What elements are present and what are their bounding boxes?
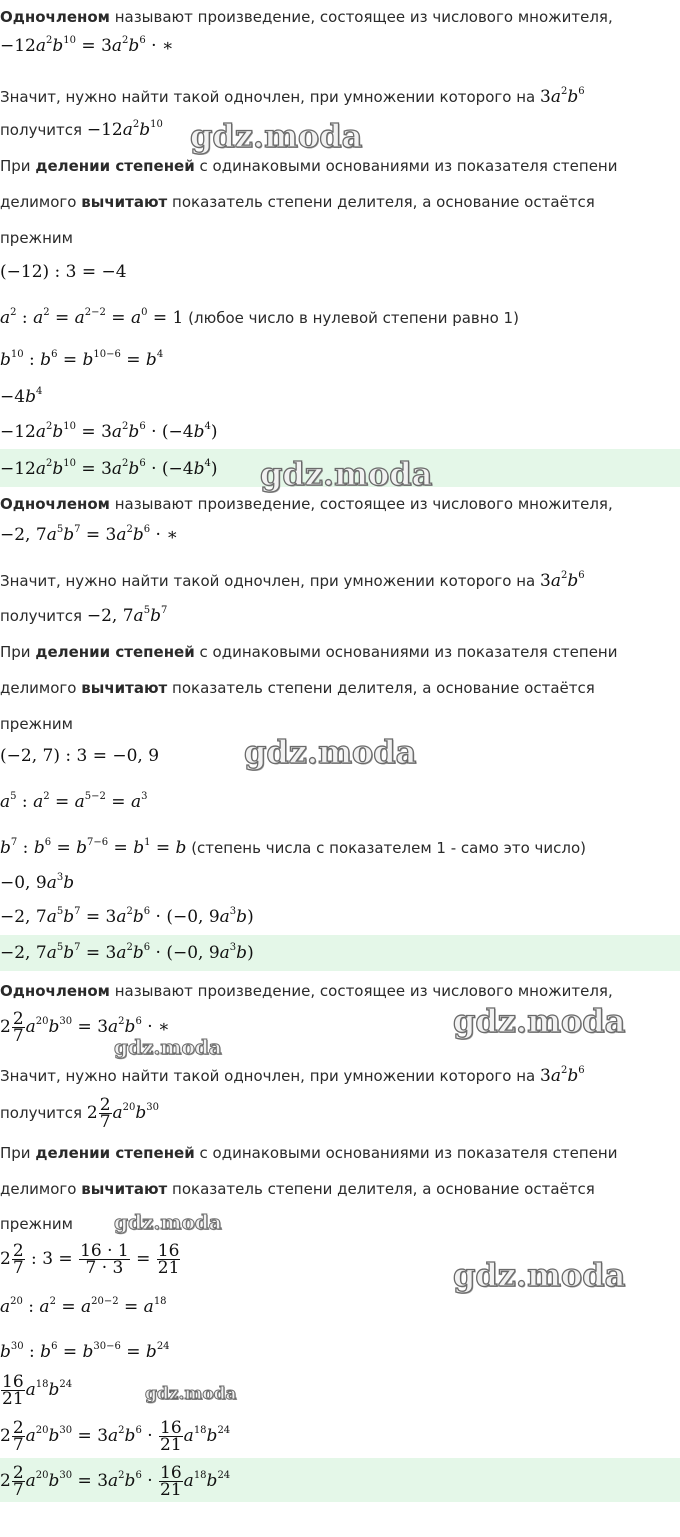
rule-line: При делении степеней с одинаковыми основаниями из показателя степени bbox=[0, 643, 618, 661]
result-line: получится $-12a^2b^{10}$ bbox=[0, 119, 163, 140]
step-coefficient: (−2, 7) : 3 = −0, 9 bbox=[0, 746, 160, 766]
watermark-logo: gdz.moda bbox=[114, 1210, 222, 1234]
definition-line: Одночленом называют произведение, состоящее из числового множителя, bbox=[0, 982, 613, 1000]
definition-line: Одночленом называют произведение, состоящее из числового множителя, bbox=[0, 8, 613, 26]
step-a: $a^{20}$ : $a^2 = a^{20-2} = a^{18}$ bbox=[0, 1296, 167, 1317]
rule-line: При делении степеней с одинаковыми основаниями из показателя степени bbox=[0, 1144, 618, 1162]
step-b: $b^7$ : $b^6 = b^{7-6} = b^1 = b$ (степень числа с показателем 1 - само это число) bbox=[0, 837, 586, 858]
search-line: Значит, нужно найти такой одночлен, при умножении которого на $3a^2b^6$ bbox=[0, 570, 585, 591]
equation: −2, $7a^5b^7 = 3a^2b^6 \cdot (-0$, $9a^3b$) bbox=[0, 906, 254, 927]
rule-line: При делении степеней с одинаковыми основаниями из показателя степени bbox=[0, 157, 618, 175]
watermark-logo: gdz.moda bbox=[145, 1384, 237, 1404]
monomial: $-4b^4$ bbox=[0, 386, 43, 407]
equation: $-12a^2b^{10} = 3a^2b^6 \cdot (-4b^4)$ bbox=[0, 421, 218, 442]
rule-line: прежним bbox=[0, 715, 73, 733]
search-line: Значит, нужно найти такой одночлен, при умножении которого на $3a^2b^6$ bbox=[0, 1065, 585, 1086]
definition-line: Одночленом называют произведение, состоящее из числового множителя, bbox=[0, 495, 613, 513]
step-coefficient: (−12) : 3 = −4 bbox=[0, 262, 127, 282]
equation: −2, $7a^5b^7 = 3a^2b^6$ · ∗ bbox=[0, 524, 178, 545]
equation: 2 $\frac{2}{7}$ $a^{20}b^{30} = 3a^2b^6$ · $\frac{16}{21}$ $a^{18}b^{24}$ bbox=[0, 1418, 231, 1455]
rule-line: прежним bbox=[0, 1215, 73, 1233]
answer: $-12a^2b^{10} = 3a^2b^6 \cdot (-4b^4)$ bbox=[0, 458, 218, 479]
answer: 2 $\frac{2}{7}$ $a^{20}b^{30} = 3a^2b^6$ · $\frac{16}{21}$ $a^{18}b^{24}$ bbox=[0, 1463, 231, 1500]
equation: 2 $\frac{2}{7}$ $a^{20}b^{30} = 3a^2b^6$ · ∗ bbox=[0, 1009, 170, 1046]
rule-line: прежним bbox=[0, 229, 73, 247]
watermark-logo: gdz.moda bbox=[260, 455, 433, 493]
watermark-logo: gdz.moda bbox=[190, 117, 363, 155]
step-a: $a^2$ : $a^2 = a^{2-2} = a^0 = 1$ (любое число в нулевой степени равно 1) bbox=[0, 307, 519, 328]
step-a: $a^5$ : $a^2 = a^{5-2} = a^3$ bbox=[0, 791, 148, 812]
watermark-logo: gdz.moda bbox=[453, 1002, 626, 1040]
monomial: $\frac{16}{21}$ $a^{18}b^{24}$ bbox=[2, 1372, 73, 1409]
search-line: Значит, нужно найти такой одночлен, при умножении которого на $3a^2b^6$ bbox=[0, 86, 585, 107]
rule-line: делимого вычитают показатель степени делителя, а основание остаётся bbox=[0, 1180, 595, 1198]
watermark-logo: gdz.moda bbox=[244, 733, 417, 771]
rule-line: делимого вычитают показатель степени делителя, а основание остаётся bbox=[0, 679, 595, 697]
watermark-logo: gdz.moda bbox=[114, 1035, 222, 1059]
step-coefficient: 2 $\frac{2}{7}$ : 3 = $\frac{16 \cdot 1}{7 \cdot 3}$ = $\frac{16}{21}$ bbox=[0, 1241, 180, 1278]
step-b: $b^{10}$ : $b^6 = b^{10-6} = b^4$ bbox=[0, 349, 164, 370]
equation: $-12a^2b^{10} = 3a^2b^6$ · ∗ bbox=[0, 35, 174, 56]
answer: −2, $7a^5b^7 = 3a^2b^6 \cdot (-0$, $9a^3b$) bbox=[0, 942, 254, 963]
step-b: $b^{30}$ : $b^6 = b^{30-6} = b^{24}$ bbox=[0, 1341, 170, 1362]
rule-line: делимого вычитают показатель степени делителя, а основание остаётся bbox=[0, 193, 595, 211]
monomial: −0, $9a^3b$ bbox=[0, 872, 75, 893]
result-line: получится 2 $\frac{2}{7}$ $a^{20}b^{30}$ bbox=[0, 1095, 160, 1132]
watermark-logo: gdz.moda bbox=[453, 1256, 626, 1294]
result-line: получится −2, $7a^5b^7$ bbox=[0, 605, 168, 626]
